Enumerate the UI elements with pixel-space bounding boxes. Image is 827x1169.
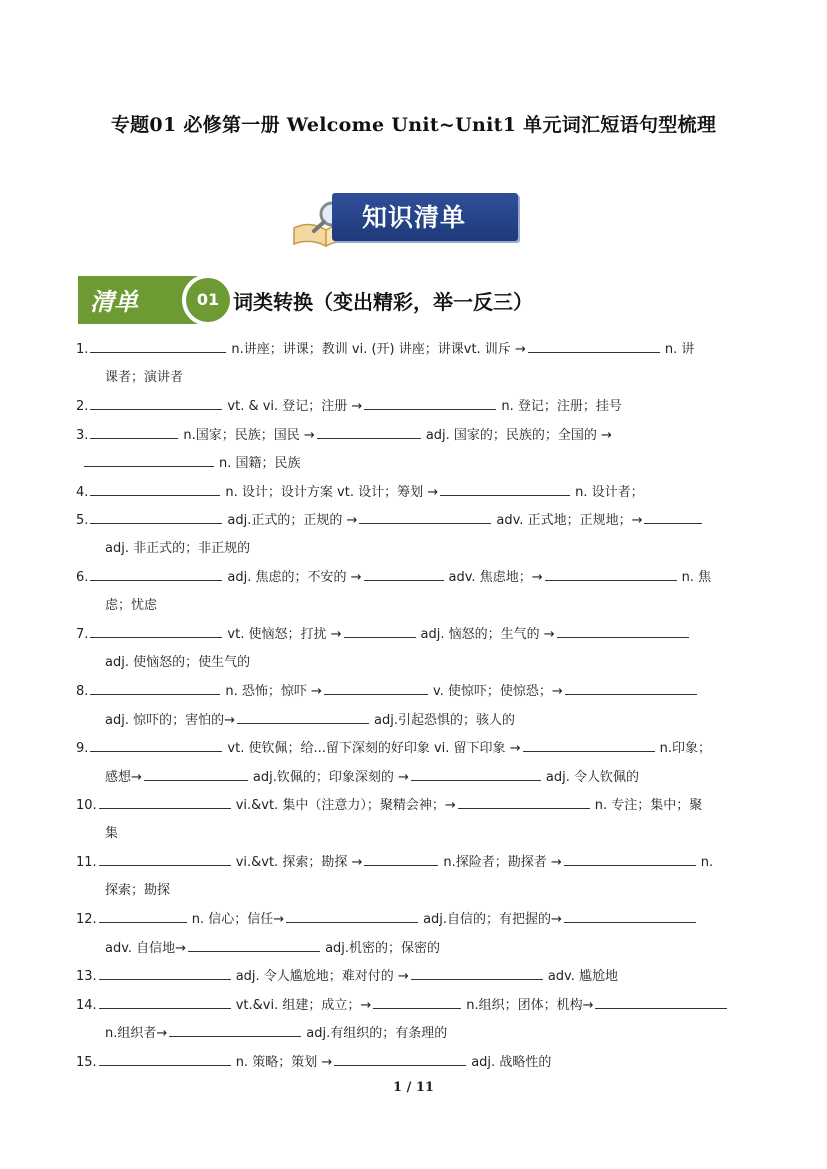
item-text: n. 设计者；: [575, 484, 644, 500]
item-text: adj. 令人尴尬地；难对付的 →: [235, 969, 409, 984]
answer-blank[interactable]: [237, 709, 369, 724]
item-text: adj.正式的；正规的 →: [227, 513, 358, 528]
exercise-line: [76, 794, 756, 823]
item-text: adv. 正式地；正规地；→: [496, 513, 643, 528]
item-text: n. 设计；设计方案 vt. 设计；筹划 →: [225, 484, 439, 500]
banner-title: 知识清单: [362, 203, 467, 232]
answer-blank[interactable]: [440, 481, 570, 496]
item-text: n.组织者→: [105, 1026, 168, 1041]
answer-blank[interactable]: [411, 965, 543, 980]
section-title: 词类转换（变出精彩，举一反三）: [233, 290, 533, 314]
exercise-line: [76, 424, 756, 453]
item-text: vt. 使钦佩；给...留下深刻的好印象 vi. 留下印象 →: [227, 741, 521, 756]
item-text: n.印象；: [659, 741, 711, 756]
item-text: adj. 惊吓的；害怕的→: [105, 712, 235, 728]
exercise-line: [76, 509, 756, 538]
answer-blank[interactable]: [458, 794, 590, 809]
exercise-line: [76, 338, 756, 367]
answer-blank[interactable]: [169, 1022, 301, 1037]
item-text: n. 信心；信任→: [191, 912, 285, 927]
answer-blank[interactable]: [545, 566, 677, 581]
answer-blank[interactable]: [528, 338, 660, 353]
page-number: 1 / 11: [393, 1080, 434, 1095]
section-header: [78, 274, 598, 326]
knowledge-list-banner: [290, 190, 530, 252]
item-text: 课者；演讲者: [105, 369, 184, 385]
item-text: n. 讲: [664, 342, 695, 357]
item-text: adv. 尴尬地: [547, 969, 618, 984]
item-text: adj. 焦虑的；不安的 →: [227, 570, 362, 585]
item-text: 探索；勘探: [105, 882, 171, 898]
exercise-line: [76, 395, 756, 424]
item-text: 集: [105, 825, 119, 841]
item-text: adj. 使恼怒的；使生气的: [105, 654, 251, 670]
item-number: 8.: [76, 684, 89, 699]
answer-blank[interactable]: [90, 566, 222, 581]
item-text: n. 登记；注册；挂号: [501, 399, 622, 414]
answer-blank[interactable]: [90, 623, 222, 638]
item-text: vt. & vi. 登记；注册 →: [227, 399, 363, 414]
item-number: 1.: [76, 342, 89, 357]
item-text: n.探险者；勘探者 →: [443, 855, 562, 870]
answer-blank[interactable]: [90, 737, 222, 752]
item-text: vi.&vt. 探索；勘探 →: [235, 855, 363, 870]
item-text: n.国家；民族；国民 →: [183, 427, 315, 443]
item-text: 感想→: [105, 769, 142, 785]
answer-blank[interactable]: [564, 851, 696, 866]
exercise-line: [76, 566, 756, 595]
item-number: 10.: [76, 798, 97, 813]
item-text: vt.&vi. 组建；成立；→: [235, 997, 372, 1013]
item-text: n. 国籍；民族: [219, 456, 301, 471]
item-number: 4.: [76, 484, 89, 500]
item-number: 5.: [76, 513, 89, 528]
item-text: n.讲座；讲课；教训 vi. (开) 讲座；讲课vt. 训斥 →: [231, 342, 526, 357]
item-text: n. 焦: [681, 570, 712, 585]
item-text: n. 恐怖；惊吓 →: [225, 684, 322, 699]
answer-blank[interactable]: [90, 680, 220, 695]
item-text: adj. 战略性的: [471, 1054, 552, 1070]
item-text: adj. 恼怒的；生气的 →: [420, 627, 555, 642]
item-number: 15.: [76, 1054, 97, 1070]
item-number: 7.: [76, 627, 89, 642]
answer-blank[interactable]: [99, 994, 231, 1009]
answer-blank[interactable]: [188, 937, 320, 952]
exercise-line: [76, 452, 756, 481]
exercise-line: [76, 538, 756, 567]
answer-blank[interactable]: [411, 766, 541, 781]
item-number: 3.: [76, 427, 89, 443]
item-text: vi.&vt. 集中（注意力）；聚精会神；→: [235, 798, 456, 813]
item-number: 14.: [76, 997, 97, 1013]
exercise-line: [76, 367, 756, 396]
item-text: adj. 令人钦佩的: [545, 769, 640, 785]
item-text: adj.机密的；保密的: [325, 940, 441, 956]
section-number: 01: [186, 278, 230, 322]
exercise-line: [76, 709, 756, 738]
answer-blank[interactable]: [595, 994, 727, 1009]
exercise-line: [76, 823, 756, 852]
item-text: adj. 国家的；民族的；全国的 →: [425, 427, 612, 443]
answer-blank[interactable]: [359, 509, 491, 524]
answer-blank[interactable]: [324, 680, 428, 695]
item-text: vt. 使恼怒；打扰 →: [227, 627, 342, 642]
answer-blank[interactable]: [364, 566, 444, 581]
exercise-line: [76, 652, 756, 681]
exercise-line: [76, 481, 756, 510]
answer-blank[interactable]: [286, 908, 418, 923]
item-text: n. 专注；集中；聚: [594, 798, 703, 813]
item-text: adj. 非正式的；非正规的: [105, 540, 251, 556]
section-label: 清单: [90, 287, 138, 316]
item-number: 2.: [76, 399, 89, 414]
answer-blank[interactable]: [317, 424, 421, 439]
answer-blank[interactable]: [364, 851, 438, 866]
item-text: adj.钦佩的；印象深刻的 →: [252, 769, 409, 785]
item-text: adj.自信的；有把握的→: [423, 912, 562, 927]
item-number: 9.: [76, 741, 89, 756]
answer-blank[interactable]: [334, 1051, 466, 1066]
answer-blank[interactable]: [90, 481, 220, 496]
exercise-line: [76, 994, 756, 1023]
answer-blank[interactable]: [90, 509, 222, 524]
answer-blank[interactable]: [99, 908, 187, 923]
exercise-list: [76, 338, 756, 1079]
item-text: adj.有组织的；有条理的: [306, 1026, 448, 1041]
item-text: n.: [700, 855, 714, 870]
item-number: 12.: [76, 912, 97, 927]
answer-blank[interactable]: [557, 623, 689, 638]
exercise-line: [76, 623, 756, 652]
answer-blank[interactable]: [644, 509, 702, 524]
item-number: 6.: [76, 570, 89, 585]
exercise-line: [76, 595, 756, 624]
exercise-line: [76, 680, 756, 709]
item-text: adv. 自信地→: [105, 940, 187, 956]
item-text: adj.引起恐惧的；骇人的: [374, 712, 515, 728]
answer-blank[interactable]: [144, 766, 248, 781]
answer-blank[interactable]: [564, 908, 696, 923]
answer-blank[interactable]: [364, 395, 496, 410]
answer-blank[interactable]: [373, 994, 461, 1009]
item-text: n.组织；团体；机构→: [466, 997, 594, 1013]
exercise-line: [76, 737, 756, 766]
exercise-line: [76, 908, 756, 937]
item-number: 11.: [76, 855, 97, 870]
answer-blank[interactable]: [565, 680, 697, 695]
answer-blank[interactable]: [99, 1051, 231, 1066]
exercise-line: [76, 766, 756, 795]
answer-blank[interactable]: [84, 452, 214, 467]
exercise-line: [76, 851, 756, 880]
answer-blank[interactable]: [344, 623, 416, 638]
answer-blank[interactable]: [90, 424, 178, 439]
answer-blank[interactable]: [99, 965, 231, 980]
exercise-line: [76, 1051, 756, 1080]
answer-blank[interactable]: [90, 395, 222, 410]
answer-blank[interactable]: [99, 851, 231, 866]
item-number: 13.: [76, 969, 97, 984]
exercise-line: [76, 880, 756, 909]
answer-blank[interactable]: [99, 794, 231, 809]
answer-blank[interactable]: [90, 338, 226, 353]
exercise-line: [76, 1022, 756, 1051]
item-text: adv. 焦虑地；→: [448, 570, 543, 585]
item-text: n. 策略；策划 →: [235, 1054, 333, 1070]
item-text: 虑；忧虑: [105, 597, 158, 613]
exercise-line: [76, 937, 756, 966]
answer-blank[interactable]: [523, 737, 655, 752]
exercise-line: [76, 965, 756, 994]
page-title: 专题01 必修第一册 Welcome Unit~Unit1 单元词汇短语句型梳理: [110, 114, 717, 136]
item-text: v. 使惊吓；使惊恐；→: [432, 684, 563, 699]
